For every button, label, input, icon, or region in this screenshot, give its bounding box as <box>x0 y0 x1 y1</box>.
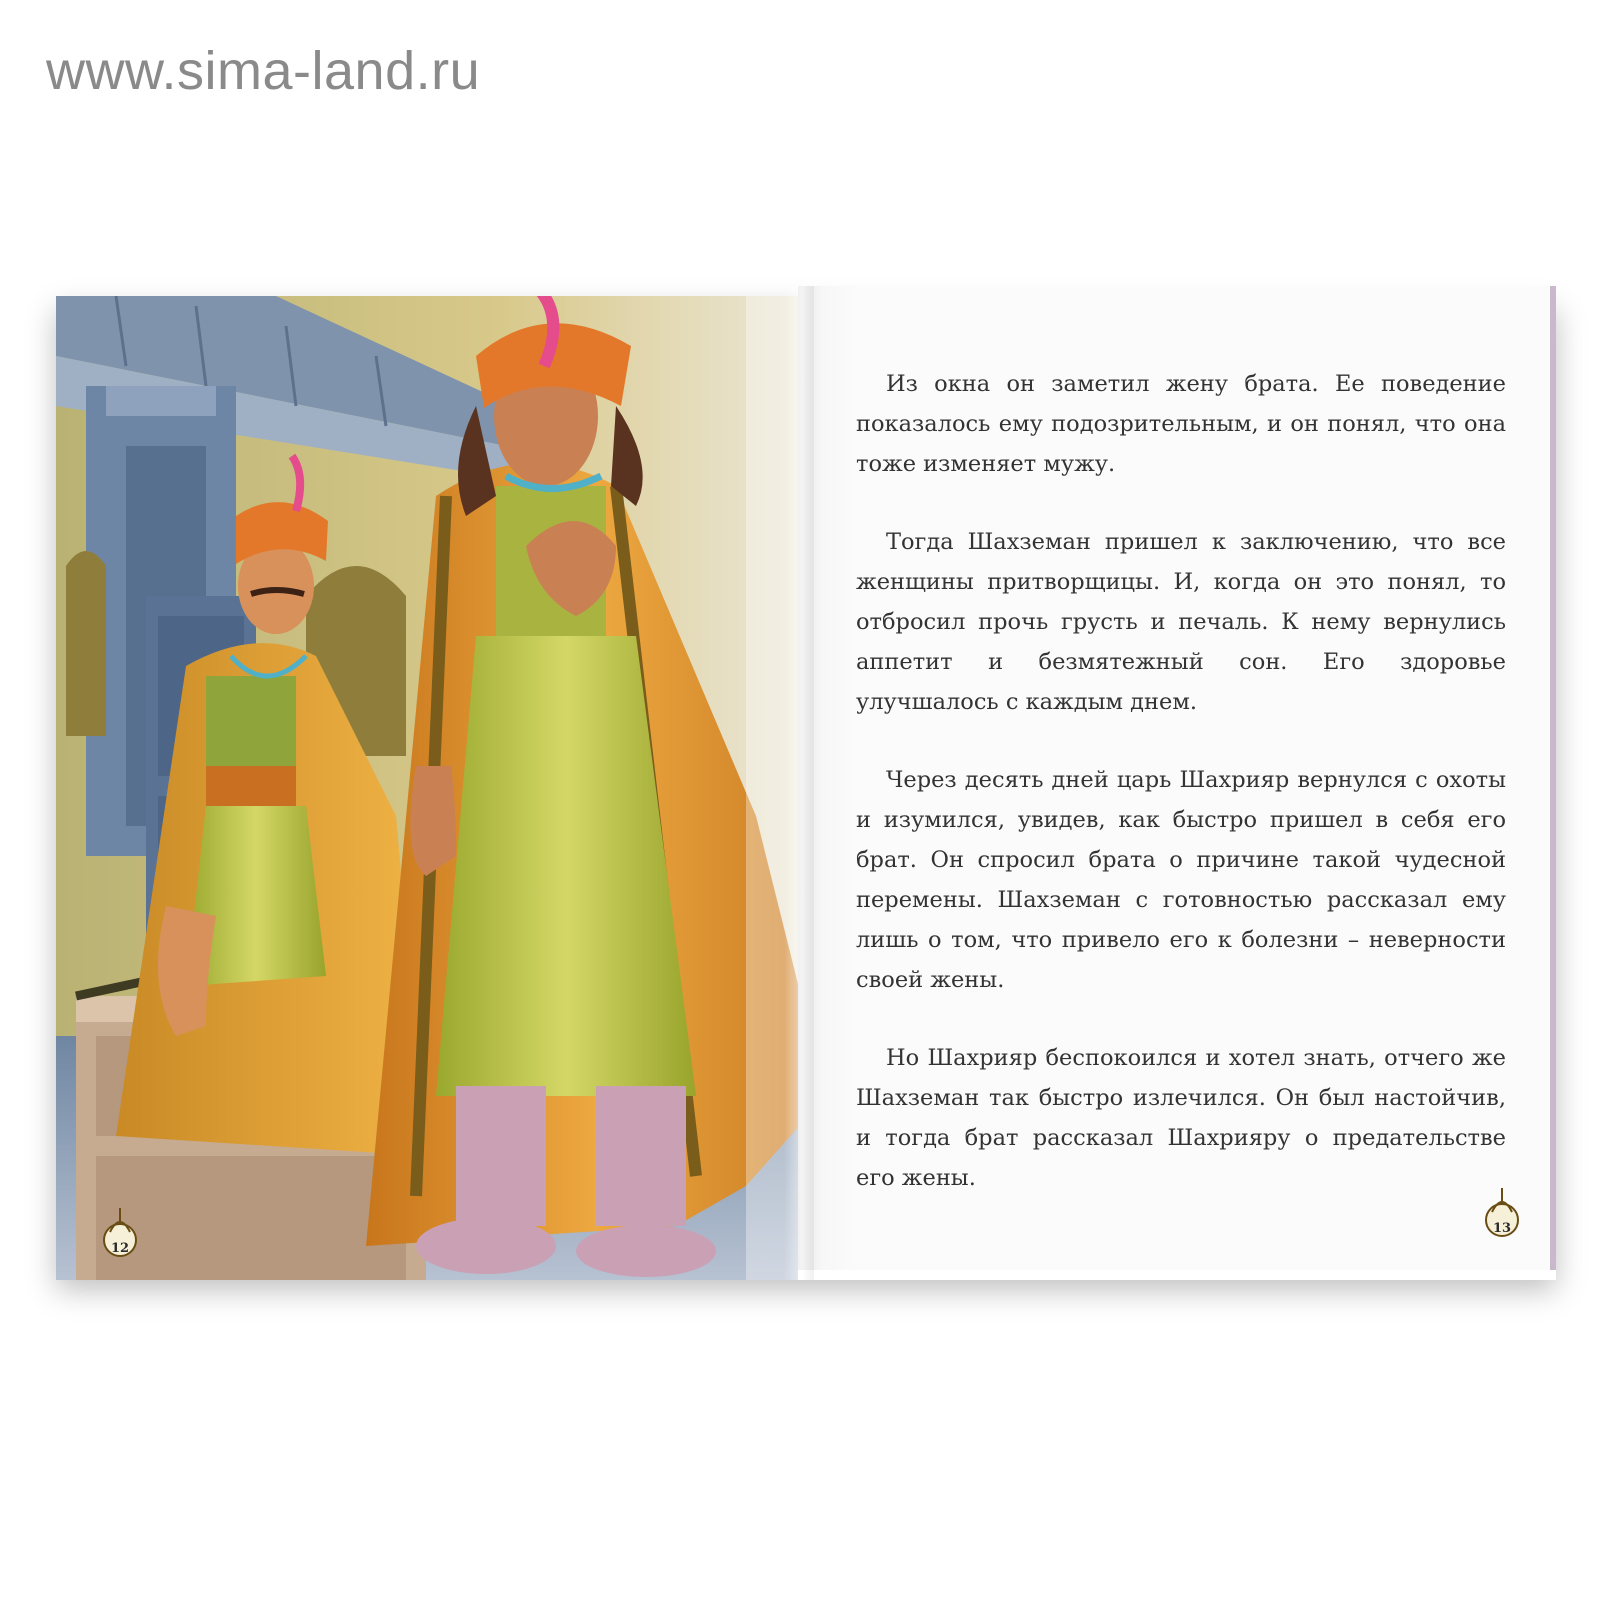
two-men-in-turbans-illustration <box>56 296 798 1280</box>
right-page <box>798 286 1556 1270</box>
page-number-right <box>1482 1182 1522 1238</box>
paragraph-4: Но Шахрияр беспокоился и хотел знать, отчего же Шахземан так быстро излечился. Он был настойчив, и тогда брат рассказал Шахрияру о предательстве его жены. <box>856 1045 1506 1191</box>
paragraph-2: Тогда Шахземан пришел к заключению, что все женщины притворщицы. И, когда он это понял, то отбросил прочь грусть и печаль. К нему вернулись аппетит и безмятежный сон. Его здоровье улучшалось с каждым днем. <box>856 529 1506 715</box>
left-page <box>56 296 798 1280</box>
story-text <box>856 364 1506 1236</box>
page-number-right-label: 13 <box>1492 1221 1512 1236</box>
watermark: www.sima-land.ru <box>46 41 481 101</box>
book-gutter <box>784 286 814 1280</box>
paragraph-1: Из окна он заметил жену брата. Ее поведение показалось ему подозрительным, и он понял, что она тоже изменяет мужу. <box>856 371 1506 477</box>
open-book <box>56 286 1556 1280</box>
paragraph-3: Через десять дней царь Шахрияр вернулся с охоты и изумился, увидев, как быстро пришел в себя его брат. Он спросил брата о причине такой чудесной перемены. Шахземан с готовностью рассказал ему лишь о том, что привело его к болезни – неверности своей жены. <box>856 767 1506 993</box>
page-number-left <box>100 1202 140 1258</box>
page-number-left-label: 12 <box>110 1241 130 1256</box>
